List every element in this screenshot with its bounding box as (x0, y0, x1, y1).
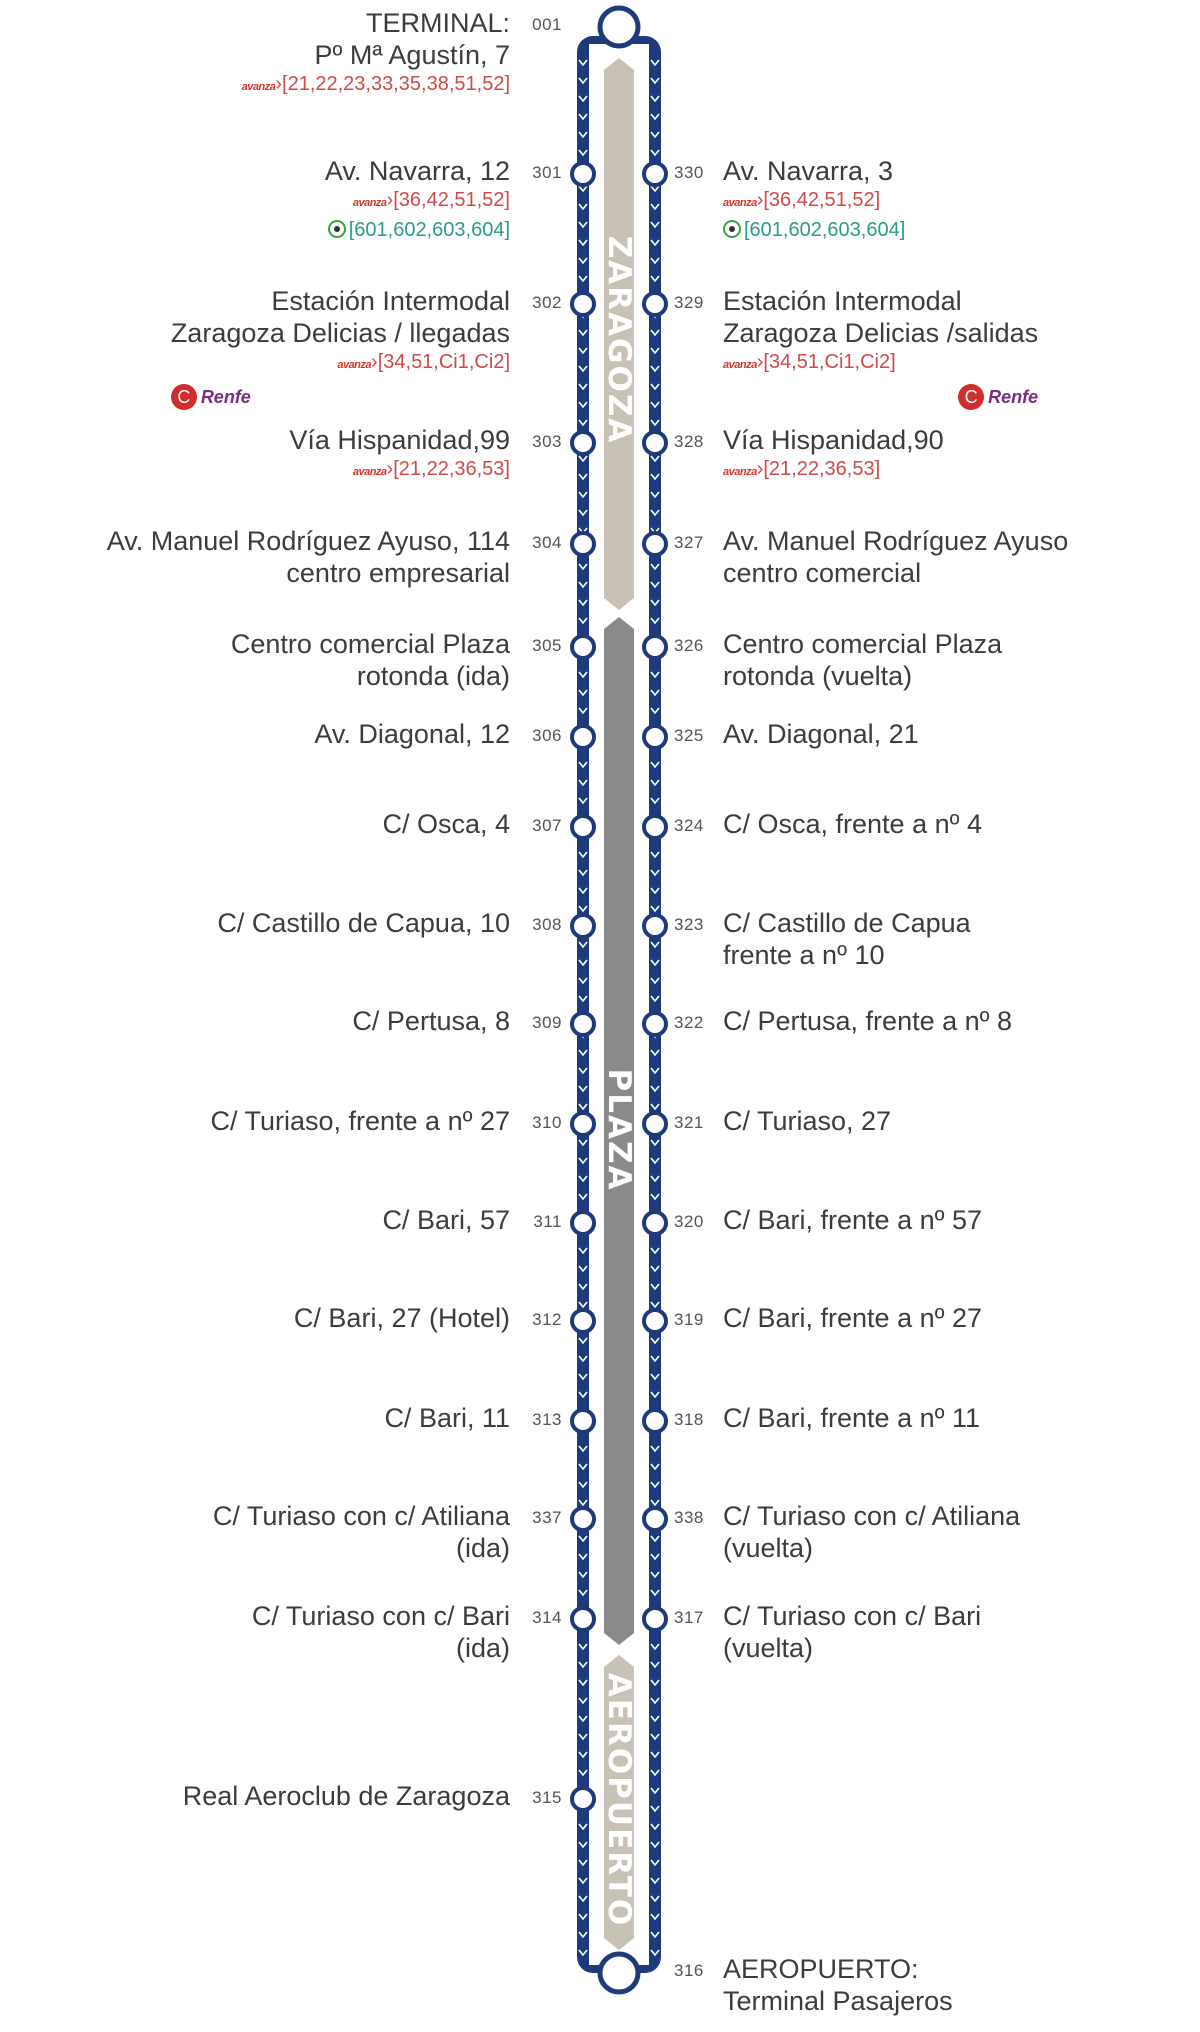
stop-code: 320 (674, 1212, 704, 1231)
stop-code: 309 (532, 1013, 562, 1032)
stop-code: 323 (674, 915, 704, 934)
stop-name-line: (ida) (455, 1633, 510, 1663)
cercanias-connection (723, 379, 1038, 413)
stop-marker-left (572, 163, 594, 185)
stop-right-316 (723, 1953, 953, 2017)
stop-left-302 (171, 285, 510, 413)
stop-name-line: frente a nº 10 (723, 940, 885, 970)
stop-code: 305 (532, 636, 562, 655)
stop-marker-left (572, 1608, 594, 1630)
stop-code: 319 (674, 1310, 704, 1329)
stop-marker-right (644, 816, 666, 838)
stop-left-303 (289, 424, 510, 486)
arrow-right-icon: › (756, 458, 764, 480)
stop-code: 322 (674, 1013, 704, 1032)
stop-code: 337 (532, 1508, 562, 1527)
stop-left-311 (382, 1204, 510, 1236)
zone-label-aeropuerto: AEROPUERTO (601, 1672, 637, 1928)
stop-marker-left (572, 1788, 594, 1810)
stop-name-line: Av. Manuel Rodríguez Ayuso (723, 526, 1069, 556)
stop-name-line: Av. Navarra, 3 (723, 156, 894, 186)
stop-name-line: rotonda (vuelta) (723, 661, 913, 691)
zone-label-zaragoza: ZARAGOZA (601, 235, 637, 445)
bus-connections (723, 187, 905, 217)
tram-connections (723, 217, 905, 244)
stop-right-318 (723, 1402, 980, 1434)
stop-name-line: C/ Turiaso con c/ Atiliana (723, 1501, 1021, 1531)
bus-connections (723, 349, 1038, 379)
stop-left-313 (384, 1402, 510, 1434)
stop-name-line: Vía Hispanidad,90 (723, 425, 944, 455)
stop-code: 316 (674, 1961, 704, 1980)
stop-right-319 (723, 1302, 982, 1334)
tram-lines: [601,602,603,604] (744, 219, 906, 241)
bus-lines: [34,51,Ci1,Ci2] (377, 351, 510, 373)
stop-marker-left (572, 1410, 594, 1432)
stop-marker-right (644, 636, 666, 658)
cercanias-brand: Renfe (988, 386, 1039, 407)
stop-right-330 (723, 155, 905, 244)
stop-right-338 (723, 1500, 1020, 1564)
stop-left-305 (231, 628, 510, 692)
stop-left-301 (325, 155, 510, 244)
arrow-right-icon: › (386, 458, 394, 480)
cercanias-icon: C (171, 384, 197, 410)
stop-code: 304 (532, 533, 562, 552)
bus-lines: [21,22,36,53] (763, 458, 881, 480)
stop-name-line: Real Aeroclub de Zaragoza (182, 1781, 510, 1811)
stop-code: 313 (532, 1410, 562, 1429)
stop-marker-left (572, 1310, 594, 1332)
arrow-right-icon: › (756, 189, 764, 211)
bus-connections (171, 349, 510, 379)
stop-left-001 (242, 7, 510, 101)
stop-code: 312 (532, 1310, 562, 1329)
stop-name-line: C/ Osca, 4 (382, 809, 510, 839)
stop-marker-right (644, 1508, 666, 1530)
stop-right-326 (723, 628, 1002, 692)
bus-lines: [21,22,23,33,35,38,51,52] (282, 73, 510, 95)
bus-brand: avanza (352, 197, 387, 209)
stop-marker-right (644, 293, 666, 315)
stop-marker-right (644, 533, 666, 555)
bus-lines: [21,22,36,53] (393, 458, 510, 480)
stop-marker-left (572, 533, 594, 555)
stop-marker-left (572, 293, 594, 315)
stop-name-line: C/ Bari, frente a nº 11 (723, 1403, 980, 1433)
stop-code: 321 (674, 1113, 704, 1132)
stop-name-line: Estación Intermodal (723, 286, 962, 316)
stop-marker-right (644, 726, 666, 748)
stop-right-324 (723, 808, 982, 840)
cercanias-brand: Renfe (200, 386, 251, 407)
arrow-right-icon: › (371, 351, 378, 373)
stop-left-315 (183, 1780, 510, 1812)
stop-right-329 (723, 285, 1038, 413)
bus-lines: [34,51,Ci1,Ci2] (763, 351, 896, 373)
stop-code: 318 (674, 1410, 704, 1429)
stop-code: 311 (533, 1212, 562, 1231)
bus-brand: avanza (337, 359, 372, 371)
cercanias-icon: C (958, 384, 984, 410)
stop-name-line: Estación Intermodal (271, 286, 510, 316)
stop-code: 315 (532, 1788, 562, 1807)
tram-icon (723, 220, 741, 238)
stop-name-line: TERMINAL: (365, 8, 510, 38)
stop-name-line: Centro comercial Plaza (723, 629, 1003, 659)
arrow-right-icon: › (756, 351, 764, 373)
zone-label-plaza: PLAZA (601, 1068, 637, 1192)
stop-name-line: C/ Osca, frente a nº 4 (723, 809, 982, 839)
stop-name-line: C/ Bari, frente a nº 27 (723, 1303, 982, 1333)
bus-brand: avanza (723, 197, 757, 209)
stop-name-line: (vuelta) (723, 1533, 814, 1563)
stop-marker-left (572, 432, 594, 454)
cercanias-connection (171, 379, 510, 413)
stop-name-line: C/ Castillo de Capua (723, 908, 971, 938)
stop-name-line: C/ Bari, 57 (382, 1205, 510, 1235)
stop-marker-left (572, 1508, 594, 1530)
stop-marker-right (644, 1212, 666, 1234)
stop-code: 324 (674, 816, 704, 835)
tram-icon (328, 220, 346, 238)
stop-right-317 (723, 1600, 981, 1664)
stop-name-line: Av. Manuel Rodríguez Ayuso, 114 (106, 526, 510, 556)
stop-marker-right (644, 1608, 666, 1630)
stop-code: 306 (532, 726, 562, 745)
bus-brand: avanza (241, 81, 276, 93)
stop-marker-right (644, 1113, 666, 1135)
stop-marker-left (572, 1013, 594, 1035)
stop-marker-right (644, 163, 666, 185)
stop-name-line: Av. Diagonal, 21 (723, 719, 919, 749)
stop-code: 307 (532, 816, 562, 835)
stop-marker-left (572, 726, 594, 748)
stop-marker-right (644, 1013, 666, 1035)
stop-left-304 (107, 525, 510, 589)
stop-name-line: Zaragoza Delicias / llegadas (170, 318, 510, 348)
stop-code: 329 (674, 293, 704, 312)
stop-code: 330 (674, 163, 704, 182)
stop-code: 338 (674, 1508, 704, 1527)
bus-lines: [36,42,51,52] (393, 189, 510, 211)
stop-name-line: AEROPUERTO: (723, 1954, 919, 1984)
stop-right-323 (723, 907, 971, 971)
stop-name-line: (vuelta) (723, 1633, 814, 1663)
stop-name-line: C/ Turiaso con c/ Atiliana (212, 1501, 510, 1531)
stop-name-line: C/ Pertusa, frente a nº 8 (723, 1006, 1013, 1036)
bus-lines: [36,42,51,52] (763, 189, 881, 211)
stop-marker-left (572, 636, 594, 658)
stop-left-337 (213, 1500, 510, 1564)
stop-marker-left (572, 816, 594, 838)
stop-left-306 (314, 718, 510, 750)
stop-left-314 (252, 1600, 510, 1664)
stop-code: 326 (674, 636, 704, 655)
stop-left-310 (210, 1105, 510, 1137)
stop-code: 328 (674, 432, 704, 451)
stop-right-321 (723, 1105, 891, 1137)
stop-code: 302 (532, 293, 562, 312)
stop-code: 301 (532, 163, 562, 182)
stop-name-line: C/ Turiaso con c/ Bari (251, 1601, 510, 1631)
stop-name-line: Av. Diagonal, 12 (314, 719, 510, 749)
stop-code: 310 (532, 1113, 562, 1132)
tram-lines: [601,602,603,604] (348, 219, 510, 241)
stop-right-320 (723, 1204, 982, 1236)
stop-name-line: C/ Turiaso, 27 (723, 1106, 892, 1136)
bus-connections (325, 187, 510, 217)
stop-code: 314 (532, 1608, 562, 1627)
terminal-marker (600, 8, 638, 46)
stop-right-322 (723, 1005, 1012, 1037)
stop-right-328 (723, 424, 944, 486)
stop-code: 001 (532, 15, 562, 34)
bus-connections (242, 71, 510, 101)
stop-marker-right (644, 1310, 666, 1332)
stop-name-line: Av. Navarra, 12 (324, 156, 510, 186)
stop-code: 308 (532, 915, 562, 934)
stop-marker-left (572, 915, 594, 937)
stop-code: 303 (532, 432, 562, 451)
stop-name-line: C/ Castillo de Capua, 10 (217, 908, 510, 938)
stop-name-line: C/ Turiaso, frente a nº 27 (210, 1106, 510, 1136)
stop-name-line: C/ Bari, frente a nº 57 (723, 1205, 982, 1235)
bus-brand: avanza (723, 466, 757, 478)
bus-brand: avanza (723, 359, 757, 371)
stop-name-line: C/ Bari, 27 (Hotel) (293, 1303, 510, 1333)
stop-name-line: centro comercial (723, 558, 922, 588)
bus-brand: avanza (352, 466, 387, 478)
tram-connections (325, 217, 510, 244)
stop-left-307 (382, 808, 510, 840)
stop-name-line: Zaragoza Delicias /salidas (723, 318, 1039, 348)
stop-marker-right (644, 915, 666, 937)
stop-marker-left (572, 1113, 594, 1135)
stop-marker-left (572, 1212, 594, 1234)
stop-left-308 (217, 907, 510, 939)
stop-right-327 (723, 525, 1068, 589)
arrow-right-icon: › (386, 189, 394, 211)
stop-name-line: centro empresarial (286, 558, 510, 588)
stop-name-line: Terminal Pasajeros (723, 1986, 953, 2016)
stop-marker-right (644, 1410, 666, 1432)
stop-name-line: (ida) (455, 1533, 510, 1563)
arrow-right-icon: › (275, 73, 283, 95)
stop-code: 327 (674, 533, 704, 552)
stop-name-line: Pº Mª Agustín, 7 (314, 40, 510, 70)
stop-name-line: Centro comercial Plaza (230, 629, 510, 659)
stop-name-line: C/ Turiaso con c/ Bari (723, 1601, 982, 1631)
stop-marker-right (644, 432, 666, 454)
stop-name-line: Vía Hispanidad,99 (289, 425, 510, 455)
stop-name-line: C/ Pertusa, 8 (352, 1006, 510, 1036)
stop-right-325 (723, 718, 919, 750)
stop-left-309 (352, 1005, 510, 1037)
stop-name-line: rotonda (ida) (356, 661, 510, 691)
stop-code: 317 (674, 1608, 704, 1627)
stop-code: 325 (674, 726, 704, 745)
bus-connections (723, 456, 944, 486)
stop-name-line: C/ Bari, 11 (384, 1403, 510, 1433)
bus-connections (289, 456, 510, 486)
stop-left-312 (294, 1302, 510, 1334)
